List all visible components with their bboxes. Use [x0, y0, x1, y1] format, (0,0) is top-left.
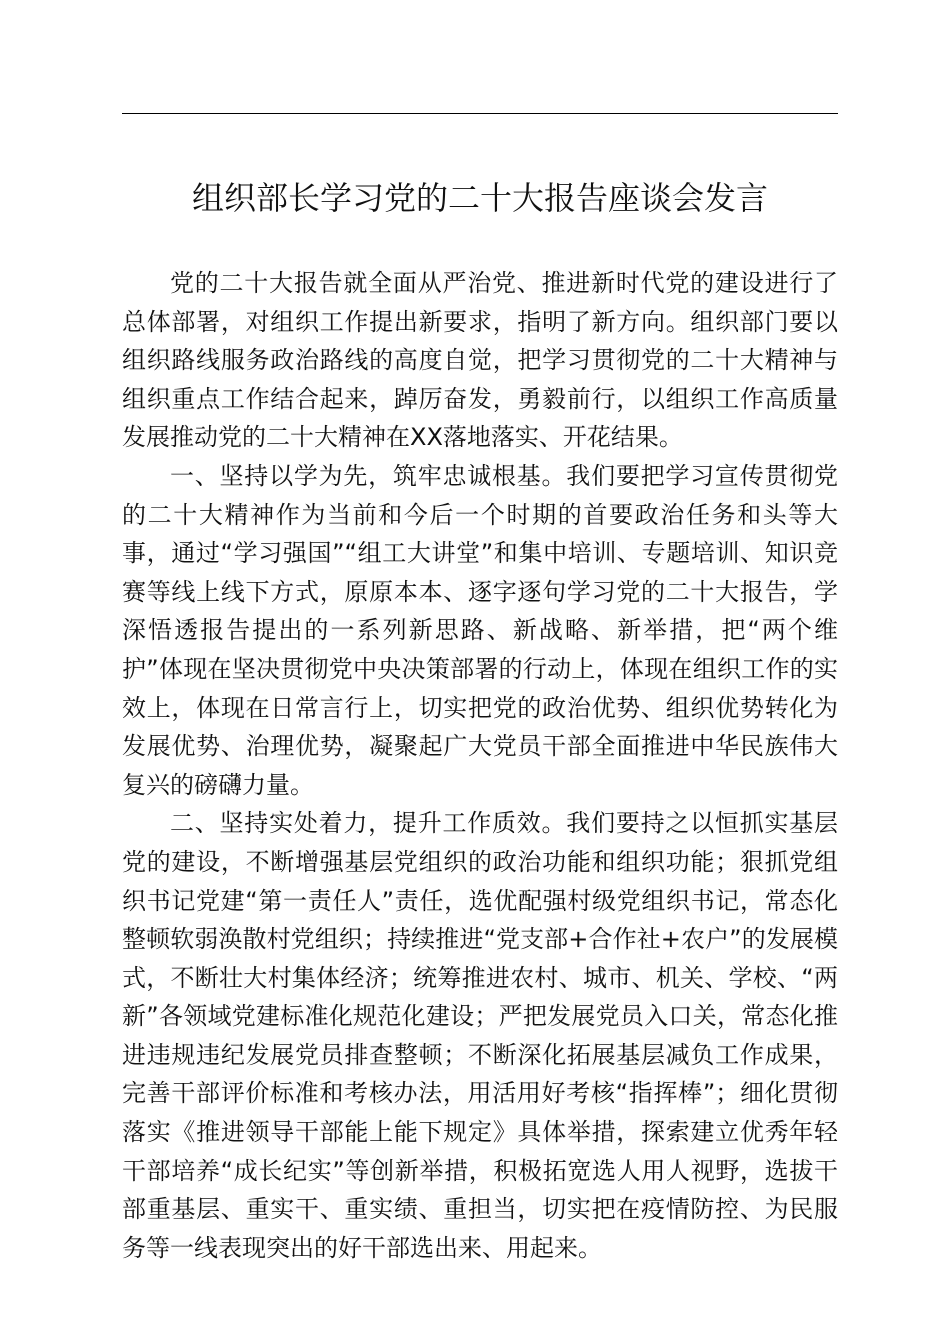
header-rule — [122, 113, 838, 114]
document-title: 组织部长学习党的二十大报告座谈会发言 — [191, 179, 768, 217]
document-body — [122, 264, 838, 1267]
paragraph-section-two: 二、坚持实处着力，提升工作质效。我们要持之以恒抓实基层党的建设，不断增强基层党组织的政治功能和组织功能；狠抓党组织书记党建“第一责任人”责任，选优配强村级党组织书记，常态化整顿软弱涣散村党组织；持续推进“党支部+合作社+农户”的发展模式，不断壮大村集体经济；统筹推进农村、城市、机关、学校、“两新”各领域党建标准化规范化建设；严把发展党员入口关，常态化推进违规违纪发展党员排查整顿；不断深化拓展基层减负工作成果，完善干部评价标准和考核办法，用活用好考核“指挥棒”；细化贯彻落实《推进领导干部能上能下规定》具体举措，探索建立优秀年轻干部培养“成长纪实”等创新举措，积极拓宽选人用人视野，选拔干部重基层、重实干、重实绩、重担当，切实把在疫情防控、为民服务等一线表现突出的好干部选出来、用起来。 — [122, 809, 838, 1262]
paragraph-section-one: 一、坚持以学为先，筑牢忠诚根基。我们要把学习宣传贯彻党的二十大精神作为当前和今后一个时期的首要政治任务和头等大事，通过“学习强国”“组工大讲堂”和集中培训、专题培训、知识竞赛等线上线下方式，原原本本、逐字逐句学习党的二十大报告，学深悟透报告提出的一系列新思路、新战略、新举措，把“两个维护”体现在坚决贯彻党中央决策部署的行动上，体现在组织工作的实效上，体现在日常言行上，切实把党的政治优势、组织优势转化为发展优势、治理优势，凝聚起广大党员干部全面推进中华民族伟大复兴的磅礴力量。 — [122, 461, 838, 799]
paragraph-intro: 党的二十大报告就全面从严治党、推进新时代党的建设进行了总体部署，对组织工作提出新要求，指明了新方向。组织部门要以组织路线服务政治路线的高度自觉，把学习贯彻党的二十大精神与组织重点工作结合起来，踔厉奋发，勇毅前行，以组织工作高质量发展推动党的二十大精神在XX落地落实、开花结果。 — [122, 269, 838, 452]
